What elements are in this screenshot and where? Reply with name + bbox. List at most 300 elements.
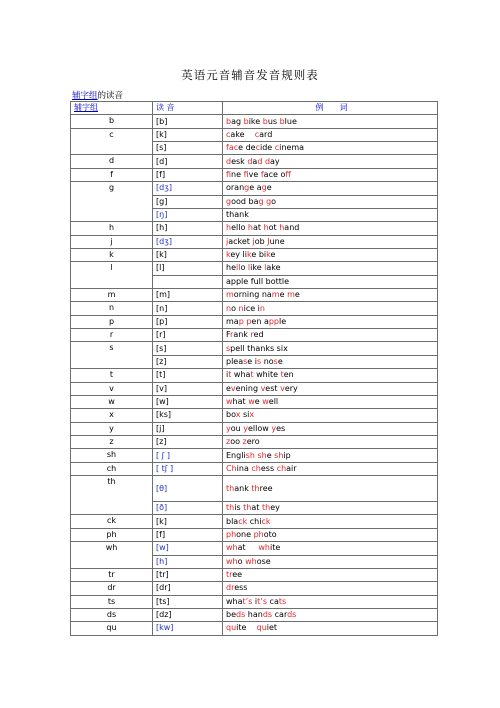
highlighted-letters: k xyxy=(247,250,252,260)
table-row xyxy=(71,528,438,541)
table-row xyxy=(71,595,438,608)
highlighted-letters: ff xyxy=(285,169,291,179)
example-text: ca xyxy=(267,596,279,606)
section-suffix: 的读音 xyxy=(97,91,124,101)
phonetic-cell: [b] xyxy=(153,115,223,128)
highlighted-letters: j xyxy=(252,236,255,246)
example-words-cell xyxy=(223,302,438,315)
highlighted-letters: sh xyxy=(245,450,255,460)
highlighted-letters: d xyxy=(264,156,271,166)
highlighted-letters: v xyxy=(260,383,266,393)
example-text: o xyxy=(271,196,277,206)
phonetic-cell: [θ] xyxy=(153,476,223,502)
highlighted-letters: m xyxy=(271,290,280,300)
example-text: ard xyxy=(259,129,273,139)
example-text xyxy=(246,543,259,552)
table-row xyxy=(71,462,438,475)
example-text: ike xyxy=(248,116,263,126)
example-text: e i xyxy=(247,357,257,366)
highlighted-letters: b xyxy=(243,116,249,126)
phonetic-cell: [ð] xyxy=(153,502,223,515)
highlighted-letters: f xyxy=(243,169,249,179)
example-text: chi xyxy=(247,516,262,526)
example-words-cell xyxy=(223,582,438,595)
example-words-cell xyxy=(223,476,438,502)
phonetic-cell: [dz] xyxy=(153,608,223,621)
example-text: oran xyxy=(226,183,245,193)
table-row xyxy=(71,422,438,435)
example-text: ive xyxy=(248,169,261,179)
example-text: ob xyxy=(254,236,268,246)
highlighted-letters: n xyxy=(226,303,232,313)
phonetic-cell: [dr] xyxy=(153,582,223,595)
example-text: ine xyxy=(231,169,244,179)
example-text: ma xyxy=(226,316,239,326)
phonetic-cell: [t] xyxy=(153,369,223,382)
example-text: ice i xyxy=(243,303,260,313)
phonetic-cell: [ks] xyxy=(153,409,223,422)
highlighted-letters: n xyxy=(259,303,265,313)
example-text: ess xyxy=(234,583,248,593)
highlighted-letters: y xyxy=(243,423,248,433)
letter-group-cell: tr xyxy=(71,568,153,581)
example-text: ina xyxy=(236,463,252,473)
highlighted-letters: sh xyxy=(274,450,284,460)
example-text: hat xyxy=(232,397,249,407)
highlighted-letters: p xyxy=(238,316,244,326)
example-text: k xyxy=(244,210,249,220)
highlighted-letters: th xyxy=(226,483,235,493)
highlighted-letters: dr xyxy=(226,583,235,593)
letter-group-cell: v xyxy=(71,382,153,395)
highlighted-letters: m xyxy=(226,290,234,300)
highlighted-letters: J xyxy=(267,236,270,246)
letter-group-cell: ds xyxy=(71,608,153,621)
highlighted-letters: m xyxy=(287,290,295,300)
table-row xyxy=(71,128,438,141)
example-text: e xyxy=(279,290,288,300)
example-text: white xyxy=(253,370,281,380)
phonetic-cell: [k] xyxy=(153,248,223,261)
letter-group-cell: wh xyxy=(71,542,153,569)
example-text: ake xyxy=(266,263,281,273)
table-row xyxy=(71,476,438,502)
example-text: ank xyxy=(234,483,252,493)
highlighted-letters: t xyxy=(280,370,284,380)
page-title: 英语元音辅音发音规则表 xyxy=(181,68,319,82)
example-text: han xyxy=(245,610,263,620)
example-text: bla xyxy=(226,516,239,526)
example-text: ip xyxy=(283,450,291,460)
highlighted-letters: ck xyxy=(261,516,271,526)
phonetic-cell: [m] xyxy=(153,289,223,302)
highlighted-letters: c xyxy=(255,143,260,153)
example-text: one xyxy=(236,529,254,539)
example-text: en a xyxy=(251,316,269,326)
header-letters: 辅字组 xyxy=(71,102,153,115)
letter-group-cell: dr xyxy=(71,582,153,595)
example-words-cell xyxy=(223,235,438,248)
example-text: e xyxy=(226,383,231,393)
table-row xyxy=(71,222,438,235)
example-text: e xyxy=(266,450,275,460)
example-text: ess xyxy=(260,463,277,473)
example-text: ey xyxy=(270,503,280,513)
example-text: e xyxy=(270,250,276,260)
example-text: at xyxy=(252,223,264,233)
letter-group-cell: ts xyxy=(71,595,153,608)
highlighted-letters: b xyxy=(279,116,285,126)
example-text: si xyxy=(240,410,250,420)
example-words-cell xyxy=(223,289,438,302)
highlighted-letters: l xyxy=(247,263,251,273)
example-text: ide xyxy=(260,143,275,153)
letter-group-cell: y xyxy=(71,422,153,435)
example-text: wha xyxy=(231,370,251,380)
example-words-cell xyxy=(223,435,438,448)
example-text: ose xyxy=(256,556,271,566)
highlighted-letters: z xyxy=(242,437,247,447)
table-row xyxy=(71,568,438,581)
table-row xyxy=(71,248,438,261)
example-words-cell xyxy=(223,208,438,221)
highlighted-letters: Ch xyxy=(226,463,237,473)
highlighted-letters: fa xyxy=(226,143,234,153)
highlighted-letters: r xyxy=(230,330,234,340)
example-words-cell xyxy=(223,449,438,462)
highlighted-letters: s xyxy=(256,357,262,366)
letter-group-cell: p xyxy=(71,315,153,328)
letter-group-cell: n xyxy=(71,302,153,315)
letter-group-cell: l xyxy=(71,262,153,289)
highlighted-letters: th xyxy=(251,483,260,493)
highlighted-letters: th xyxy=(261,503,271,513)
example-text: ou xyxy=(230,423,244,433)
example-text: e bi xyxy=(251,250,267,260)
example-text: ey li xyxy=(230,250,248,260)
highlighted-letters: b xyxy=(262,116,268,126)
table-row xyxy=(71,302,438,315)
phonetic-cell: [k] xyxy=(153,515,223,528)
table-row xyxy=(71,329,438,342)
highlighted-letters: f xyxy=(226,169,232,179)
example-text xyxy=(245,130,255,139)
example-words-cell xyxy=(223,528,438,541)
highlighted-letters: c xyxy=(254,129,260,139)
highlighted-letters: c xyxy=(226,129,231,139)
letter-group-cell: j xyxy=(71,235,153,248)
highlighted-letters: d xyxy=(257,156,263,166)
letter-group-cell: g xyxy=(71,182,153,222)
example-text: acket xyxy=(228,236,253,246)
highlighted-letters: r xyxy=(250,330,254,340)
highlighted-letters: d xyxy=(226,156,232,166)
example-words-cell xyxy=(223,462,438,475)
example-words-cell xyxy=(223,608,438,621)
example-text: pell thanks six xyxy=(230,343,288,353)
example-words-cell xyxy=(223,502,438,515)
letter-group-cell: f xyxy=(71,168,153,181)
highlighted-letters: w xyxy=(262,397,269,407)
table-row xyxy=(71,515,438,528)
letter-group-cell: w xyxy=(71,395,153,408)
table-row xyxy=(71,582,438,595)
phonetic-cell: [s] xyxy=(153,342,223,355)
highlighted-letters: th xyxy=(243,503,252,513)
highlighted-letters: ds xyxy=(236,610,246,620)
table-header-row xyxy=(71,102,438,115)
phonetic-cell: [ tʃ ] xyxy=(153,462,223,475)
example-words-cell xyxy=(223,595,438,608)
example-text: he xyxy=(226,263,236,273)
example-text: es xyxy=(276,423,286,433)
example-text: ee xyxy=(232,570,243,580)
example-text: ening xyxy=(235,383,261,393)
table-row xyxy=(71,449,438,462)
highlighted-letters: ds xyxy=(287,610,297,620)
highlighted-letters: w xyxy=(226,397,233,407)
phonetic-cell: [dʒ] xyxy=(153,182,223,195)
phonetic-cell: [v] xyxy=(153,382,223,395)
example-words-cell xyxy=(223,248,438,261)
example-words-cell xyxy=(223,168,438,181)
example-text: wha xyxy=(226,596,243,606)
table-row xyxy=(71,342,438,355)
highlighted-letters: h xyxy=(226,223,232,233)
highlighted-letters: tr xyxy=(226,570,233,580)
highlighted-letters: sh xyxy=(257,450,267,460)
highlighted-letters: x xyxy=(235,410,241,420)
example-words-cell xyxy=(223,128,438,141)
table-body xyxy=(71,115,438,635)
highlighted-letters: h xyxy=(263,223,269,233)
example-text: o xyxy=(237,556,246,566)
table-row xyxy=(71,235,438,248)
phonetic-cell: [f] xyxy=(153,168,223,181)
highlighted-letters: j xyxy=(226,236,229,246)
highlighted-letters: c xyxy=(233,143,239,153)
table-row xyxy=(71,262,438,275)
highlighted-letters: th xyxy=(226,503,235,513)
letter-group-cell: d xyxy=(71,155,153,168)
example-text: Engli xyxy=(226,450,246,460)
highlighted-letters: d xyxy=(247,156,253,166)
phonetic-cell xyxy=(153,275,223,288)
letter-group-cell: t xyxy=(71,369,153,382)
highlighted-letters: pp xyxy=(268,316,279,326)
section-heading xyxy=(72,89,123,101)
example-text: us xyxy=(267,116,280,126)
highlighted-letters: c xyxy=(274,143,280,153)
example-words-cell xyxy=(223,422,438,435)
example-words-cell xyxy=(223,329,438,342)
phonetic-cell: [ ʃ ] xyxy=(153,449,223,462)
example-text: ake xyxy=(230,129,245,139)
example-text: ite xyxy=(270,543,281,553)
table-row xyxy=(71,289,438,302)
example-text: ellow xyxy=(247,423,272,433)
example-words-cell xyxy=(223,222,438,235)
phonetic-cell: [g] xyxy=(153,195,223,208)
example-text: ite xyxy=(236,623,247,633)
highlighted-letters: h xyxy=(279,223,285,233)
phonetic-cell: [tr] xyxy=(153,568,223,581)
table-row xyxy=(71,382,438,395)
highlighted-letters: ll xyxy=(236,263,241,273)
phonetic-cell: [z] xyxy=(153,355,223,368)
highlighted-letters: ds xyxy=(262,610,273,620)
example-text: plea xyxy=(226,357,244,366)
example-text: a xyxy=(252,156,258,166)
example-text: than xyxy=(226,210,245,220)
example-words-cell xyxy=(223,182,438,195)
highlighted-letters: f xyxy=(260,169,264,179)
highlighted-letters: wh xyxy=(226,543,238,553)
highlighted-letters: g xyxy=(261,183,267,193)
example-words-cell xyxy=(223,622,438,635)
phonetic-cell: [h] xyxy=(153,222,223,235)
example-text: ace o xyxy=(263,169,286,179)
example-text: bo xyxy=(226,410,236,420)
example-words-cell xyxy=(223,142,438,155)
highlighted-letters: z xyxy=(226,437,231,447)
highlighted-letters: g xyxy=(226,196,232,206)
example-words-cell xyxy=(223,275,438,288)
letter-group-cell: c xyxy=(71,128,153,155)
highlighted-letters: ch xyxy=(251,463,261,473)
highlighted-letters: t’s xyxy=(242,596,253,606)
phonetic-cell: [w] xyxy=(153,542,223,555)
example-text: o xyxy=(231,303,239,313)
example-words-cell xyxy=(223,568,438,581)
phonetic-cell: [p] xyxy=(153,315,223,328)
phonetic-cell: [l] xyxy=(153,262,223,275)
phonetic-cell: [f] xyxy=(153,528,223,541)
example-text: oto xyxy=(263,529,277,539)
example-text: at xyxy=(237,543,246,553)
table-row xyxy=(71,608,438,621)
highlighted-letters: g xyxy=(266,196,272,206)
example-text: car xyxy=(272,610,288,620)
example-words-cell xyxy=(223,369,438,382)
section-link[interactable]: 辅字组 xyxy=(72,91,98,101)
example-text: esk xyxy=(231,156,248,166)
table-row xyxy=(71,315,438,328)
highlighted-letters: g xyxy=(258,196,264,206)
example-text: en xyxy=(283,370,294,380)
example-text: lue xyxy=(284,116,297,126)
phonetic-cell: [j] xyxy=(153,422,223,435)
highlighted-letters: y xyxy=(271,423,277,433)
example-text: ello xyxy=(231,223,248,233)
letter-group-cell: x xyxy=(71,409,153,422)
phonetic-cell: [r] xyxy=(153,329,223,342)
highlighted-letters: k xyxy=(266,250,271,260)
example-text: ree xyxy=(259,483,273,493)
letter-group-cell: h xyxy=(71,222,153,235)
table-row xyxy=(71,155,438,168)
highlighted-letters: s xyxy=(226,343,231,353)
highlighted-letters: wh xyxy=(245,556,257,566)
example-text: une xyxy=(269,236,285,246)
letter-group-cell: ph xyxy=(71,528,153,541)
example-text: apple full bottle xyxy=(226,276,290,286)
example-text: inema xyxy=(279,143,305,153)
example-text: at xyxy=(251,503,262,513)
letter-group-cell: s xyxy=(71,342,153,369)
letter-group-cell: ck xyxy=(71,515,153,528)
phonetic-cell: [n] xyxy=(153,302,223,315)
example-text: air xyxy=(286,463,297,473)
highlighted-letters: y xyxy=(226,423,231,433)
phonetic-cell: [ŋ] xyxy=(153,208,223,221)
highlighted-letters: ph xyxy=(226,529,237,539)
header-sound: 读 音 xyxy=(153,102,223,115)
consonant-table xyxy=(70,101,438,636)
letter-group-cell: qu xyxy=(71,622,153,635)
example-text: o xyxy=(240,263,248,273)
table-row xyxy=(71,622,438,635)
phonetic-cell: [w] xyxy=(153,395,223,408)
phonetic-cell: [ts] xyxy=(153,595,223,608)
highlighted-letters: wh xyxy=(226,556,238,566)
table-row xyxy=(71,542,438,555)
example-text: ank xyxy=(233,330,251,340)
phonetic-cell: [z] xyxy=(153,435,223,448)
highlighted-letters: t xyxy=(228,370,232,380)
example-words-cell xyxy=(223,409,438,422)
letter-group-cell: ch xyxy=(71,462,153,475)
highlighted-letters: ts xyxy=(278,596,287,606)
example-text: ero xyxy=(246,437,260,447)
example-words-cell xyxy=(223,542,438,555)
example-text: ery xyxy=(284,383,298,393)
example-text: is xyxy=(234,503,244,513)
letter-group-cell: b xyxy=(71,115,153,128)
table-row xyxy=(71,435,438,448)
table-row xyxy=(71,182,438,195)
example-text: iet xyxy=(266,623,278,633)
highlighted-letters: ph xyxy=(253,529,264,539)
example-text xyxy=(246,623,256,632)
example-text: no xyxy=(261,357,274,366)
letter-group-cell: r xyxy=(71,329,153,342)
highlighted-letters: k xyxy=(226,250,231,260)
example-words-cell xyxy=(223,515,438,528)
letter-group-cell: z xyxy=(71,435,153,448)
example-text: e de xyxy=(238,143,256,153)
letter-group-cell: k xyxy=(71,248,153,261)
phonetic-cell: [kw] xyxy=(153,622,223,635)
example-words-cell xyxy=(223,115,438,128)
highlighted-letters: v xyxy=(280,383,285,393)
phonetic-cell: [k] xyxy=(153,128,223,141)
example-words-cell xyxy=(223,262,438,275)
highlighted-letters: v xyxy=(230,383,236,393)
highlighted-letters: b xyxy=(226,116,232,126)
highlighted-letters: ch xyxy=(276,463,287,473)
highlighted-letters: wh xyxy=(258,543,271,553)
header-examples: 例 词 xyxy=(223,102,438,115)
example-text: orning na xyxy=(233,290,272,300)
example-words-cell xyxy=(223,395,438,408)
example-words-cell xyxy=(223,315,438,328)
example-words-cell xyxy=(223,382,438,395)
phonetic-cell: [s] xyxy=(153,142,223,155)
highlighted-letters: x xyxy=(249,410,255,420)
example-text: ell xyxy=(268,397,279,407)
letter-group-cell: th xyxy=(71,476,153,515)
